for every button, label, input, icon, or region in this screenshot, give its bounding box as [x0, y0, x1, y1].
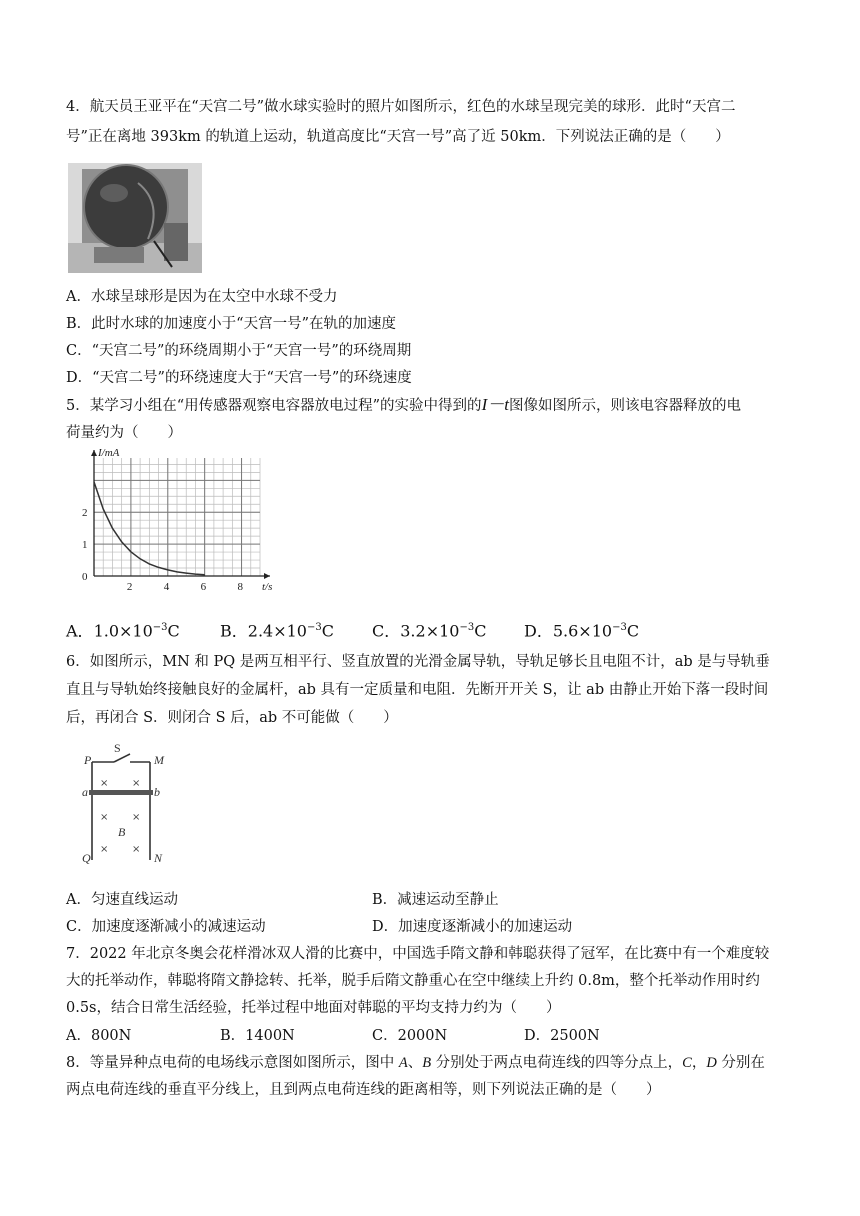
x-tick-label: 2	[126, 581, 133, 593]
option-exponent: −3	[459, 622, 475, 633]
switch-s	[114, 754, 130, 762]
current-time-chart	[64, 446, 286, 602]
option-letter: A．	[66, 621, 94, 641]
option-exponent: −3	[152, 622, 168, 633]
q5-option-b	[220, 618, 334, 641]
y-axis-label: I/mA	[98, 447, 120, 459]
rail-circuit-figure	[78, 738, 174, 868]
q5-option-a	[66, 618, 180, 641]
label-s: S	[114, 741, 121, 755]
label-m: M	[154, 753, 164, 767]
q7-stem-line1: 7．2022 年北京冬奥会花样滑冰双人滑的比赛中，中国选手隋文静和韩聪获得了冠军，在比赛中有一个难度较	[66, 946, 770, 962]
option-mantissa: 2.4×10	[247, 621, 307, 641]
label-n: N	[154, 851, 163, 865]
q5-option-c	[372, 618, 486, 641]
q5-stem-text-b: 图像如图所示，则该电容器释放的电	[508, 398, 741, 414]
label-p: P	[84, 753, 92, 767]
q7-stem-line3: 0.5s，结合日常生活经验，托举过程中地面对韩聪的平均支持力约为（ ）	[66, 1000, 561, 1016]
q6-option-c: C．加速度逐渐减小的减速运动	[66, 919, 266, 935]
q6-stem-line2: 直且与导轨始终接触良好的金属杆，ab 具有一定质量和电阻．先断开开关 S，让 ab 由静止开始下落一段时间	[66, 682, 769, 698]
q4-option-c: C．“天宫二号”的环绕周期小于“天宫一号”的环绕周期	[66, 343, 412, 359]
label-a: a	[82, 785, 88, 799]
option-letter: B．	[220, 621, 248, 641]
q6-option-a: A．匀速直线运动	[66, 892, 178, 908]
q5-stem-variable: I－t	[481, 395, 509, 414]
q7-option-d: D．2500N	[524, 1028, 600, 1044]
q8-text: 8．等量异种点电荷的电场线示意图如图所示，图中	[66, 1055, 399, 1071]
q8-var-c: C	[682, 1055, 692, 1071]
q6-option-d: D．加速度逐渐减小的加速运动	[372, 919, 573, 935]
label-q: Q	[82, 851, 91, 865]
x-axis-label: t/s	[262, 581, 273, 593]
q5-stem-line2: 荷量约为（ ）	[66, 425, 182, 441]
q8-text: 分别在	[716, 1055, 765, 1071]
option-letter: D．	[524, 621, 553, 641]
q8-stem-line1	[66, 1053, 765, 1073]
field-cross: ×	[132, 844, 141, 855]
q8-sep: ，	[691, 1055, 707, 1071]
option-unit: C	[474, 621, 487, 641]
y-tick-label: 2	[82, 507, 88, 520]
q6-stem-line3: 后，再闭合 S．则闭合 S 后，ab 不可能做（ ）	[66, 710, 398, 726]
q7-option-a: A．800N	[66, 1028, 132, 1044]
option-letter: C．	[372, 621, 401, 641]
field-cross: ×	[100, 812, 109, 823]
field-cross: ×	[100, 778, 109, 789]
field-cross: ×	[132, 778, 141, 789]
q8-text: 分别处于两点电荷连线的四等分点上，	[431, 1055, 683, 1071]
option-exponent: −3	[306, 622, 322, 633]
q8-sep: 、	[407, 1055, 423, 1071]
option-mantissa: 5.6×10	[552, 621, 613, 641]
q6-option-b: B．减速运动至静止	[372, 892, 499, 908]
q8-var-b: B	[422, 1055, 432, 1071]
label-field-b: B	[118, 825, 126, 839]
option-unit: C	[626, 621, 640, 641]
field-cross: ×	[132, 812, 141, 823]
q4-stem-line2: 号”正在离地 393km 的轨道上运动，轨道高度比“天宫一号”高了近 50km．下列说法正确的是（ ）	[66, 129, 730, 145]
x-axis-arrow	[264, 573, 270, 579]
q5-stem-line1	[66, 395, 741, 416]
rod-ab	[89, 790, 153, 795]
field-cross: ×	[100, 844, 109, 855]
q8-var-a: A	[398, 1055, 408, 1071]
x-tick-label: 0	[82, 571, 88, 583]
q5-option-d	[524, 618, 639, 641]
label-b: b	[154, 785, 160, 799]
q8-stem-line2: 两点电荷连线的垂直平分线上，且到两点电荷连线的距离相等，则下列说法正确的是（ ）	[66, 1082, 661, 1098]
x-tick-label: 6	[200, 581, 207, 593]
q6-stem-line1: 6．如图所示，MN 和 PQ 是两互相平行、竖直放置的光滑金属导轨，导轨足够长且电阻不计，ab 是与导轨垂	[66, 654, 770, 670]
q4-stem-line1: 4．航天员王亚平在“天宫二号”做水球实验时的照片如图所示，红色的水球呈现完美的球形．此时“天宫二	[66, 99, 736, 115]
q4-option-b: B．此时水球的加速度小于“天宫一号”在轨的加速度	[66, 316, 396, 332]
option-unit: C	[321, 621, 334, 641]
option-exponent: −3	[612, 622, 627, 633]
y-axis-arrow	[91, 450, 97, 456]
q8-var-d: D	[706, 1055, 717, 1071]
q7-stem-line2: 大的托举动作，韩聪将隋文静捻转、托举，脱手后隋文静重心在空中继续上升约 0.8m，整个托举动作用时约	[66, 973, 760, 989]
option-mantissa: 1.0×10	[93, 621, 153, 641]
q7-option-c: C．2000N	[372, 1028, 448, 1044]
water-ball-photo	[68, 163, 202, 273]
option-unit: C	[167, 621, 180, 641]
q4-option-a: A．水球呈球形是因为在太空中水球不受力	[66, 289, 338, 305]
y-tick-label: 1	[82, 539, 88, 552]
x-tick-label: 8	[237, 581, 244, 593]
q7-option-b: B．1400N	[220, 1028, 295, 1044]
x-tick-label: 4	[163, 581, 170, 593]
option-mantissa: 3.2×10	[400, 621, 460, 641]
q4-option-d: D．“天宫二号”的环绕速度大于“天宫一号”的环绕速度	[66, 370, 412, 386]
q5-stem-text-a: 5．某学习小组在“用传感器观察电容器放电过程”的实验中得到的	[66, 398, 482, 414]
